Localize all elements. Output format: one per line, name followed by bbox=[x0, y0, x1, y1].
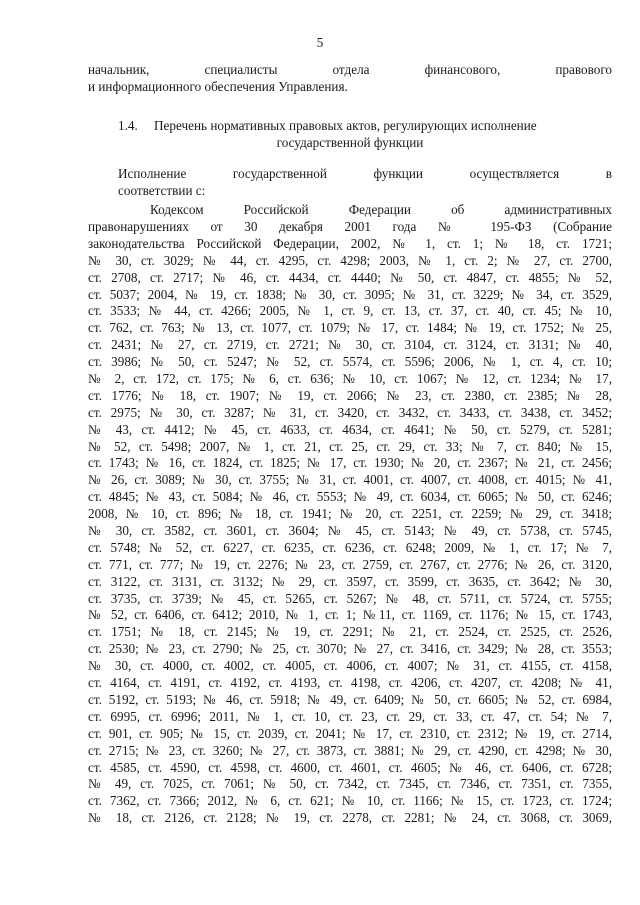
law-line: ст. 2530; № 23, ст. 2790; № 25, ст. 3070; № 27, ст. 3416, ст. 3429; № 28, ст. 3553; bbox=[88, 641, 612, 657]
law-line: 2008, № 10, ст. 896; № 18, ст. 1941; № 20, ст. 2251, ст. 2259; № 29, ст. 3418; bbox=[88, 506, 612, 522]
law-line: ст. 5748; № 52, ст. 6227, ст. 6235, ст. 6236, ст. 6248; 2009, № 1, ст. 17; № 7, bbox=[88, 539, 612, 555]
section-title-line-2: государственной функции bbox=[276, 135, 424, 150]
law-line: ст. 3986; № 50, ст. 5247; № 52, ст. 5574, ст. 5596; 2006, № 1, ст. 4, ст. 10; bbox=[88, 354, 612, 370]
law-line: № 52, ст. 6406, ст. 6412; 2010, № 1, ст. 1; №11, ст. 1169, ст. 1176; № 15, ст. 1743, bbox=[88, 607, 612, 623]
law-line: правонарушениях от 30 декабря 2001 года № 195-ФЗ (Собрание bbox=[88, 219, 612, 234]
law-line: № 52, ст. 5498; 2007, № 1, ст. 21, ст. 25, ст. 29, ст. 33; № 7, ст. 840; № 15, bbox=[88, 438, 612, 454]
law-line: № 43, ст. 4412; № 45, ст. 4633, ст. 4634, ст. 4641; № 50, ст. 5279, ст. 5281; bbox=[88, 421, 612, 437]
law-line: ст. 2715; № 23, ст. 3260; № 27, ст. 3873, ст. 3881; № 29, ст. 4290, ст. 4298; № 30, bbox=[88, 742, 612, 758]
law-line: ст. 2708, ст. 2717; № 46, ст. 4434, ст. 4440; № 50, ст. 4847, ст. 4855; № 52, bbox=[88, 269, 612, 285]
law-line: ст. 3533; № 44, ст. 4266; 2005, № 1, ст. 9, ст. 13, ст. 37, ст. 40, ст. 45; № 10, bbox=[88, 303, 612, 319]
law-line: ст. 771, ст. 777; № 19, ст. 2276; № 23, ст. 2759, ст. 2767, ст. 2776; № 26, ст. 3120, bbox=[88, 556, 612, 572]
law-line: № 30, ст. 3582, ст. 3601, ст. 3604; № 45, ст. 5143; № 49, ст. 5738, ст. 5745, bbox=[88, 523, 612, 539]
law-line: ст. 4164, ст. 4191, ст. 4192, ст. 4193, ст. 4198, ст. 4206, ст. 4207, ст. 4208; № 41, bbox=[88, 675, 612, 691]
law-line: ст. 762, ст. 763; № 13, ст. 1077, ст. 1079; № 17, ст. 1484; № 19, ст. 1752; № 25, bbox=[88, 320, 612, 336]
law-line: законодательства Российской Федерации, 2002, № 1, ст. 1; № 18, ст. 1721; bbox=[88, 235, 612, 251]
intro-line-2: соответствии с: bbox=[118, 183, 206, 198]
law-line: ст. 5037; 2004, № 19, ст. 1838; № 30, ст. 3095; № 31, ст. 3229; № 34, ст. 3529, bbox=[88, 286, 612, 302]
top-paragraph-line-1: начальник, специалисты отдела финансового, правового bbox=[88, 62, 612, 77]
law-line: ст. 5192, ст. 5193; № 46, ст. 5918; № 49, ст. 6409; № 50, ст. 6605; № 52, ст. 6984, bbox=[88, 691, 612, 707]
law-line: ст. 901, ст. 905; № 15, ст. 2039, ст. 2041; № 17, ст. 2310, ст. 2312; № 19, ст. 2714, bbox=[88, 725, 612, 741]
page-number: 5 bbox=[316, 35, 324, 50]
law-line: № 18, ст. 2126, ст. 2128; № 19, ст. 2278, ст. 2281; № 24, ст. 3068, ст. 3069, bbox=[88, 810, 612, 826]
law-line: № 2, ст. 172, ст. 175; № 6, ст. 636; № 10, ст. 1067; № 12, ст. 1234; № 17, bbox=[88, 371, 612, 387]
law-line: ст. 1751; № 18, ст. 2145; № 19, ст. 2291; № 21, ст. 2524, ст. 2525, ст. 2526, bbox=[88, 624, 612, 640]
law-line: № 30, ст. 3029; № 44, ст. 4295, ст. 4298; 2003, № 1, ст. 2; № 27, ст. 2700, bbox=[88, 252, 612, 268]
law-line: ст. 2431; № 27, ст. 2719, ст. 2721; № 30, ст. 3104, ст. 3124, ст. 3131; № 40, bbox=[88, 337, 612, 353]
section-heading bbox=[118, 118, 612, 135]
law-line: № 30, ст. 4000, ст. 4002, ст. 4005, ст. 4006, ст. 4007; № 31, ст. 4155, ст. 4158, bbox=[88, 658, 612, 674]
law-citation-paragraph bbox=[88, 219, 612, 827]
law-line: ст. 2975; № 30, ст. 3287; № 31, ст. 3420, ст. 3432, ст. 3433, ст. 3438, ст. 3452; bbox=[88, 404, 612, 420]
section-number: 1.4. bbox=[118, 118, 138, 133]
top-paragraph-line-2: и информационного обеспечения Управления. bbox=[88, 79, 348, 94]
section-title-line-1: Перечень нормативных правовых актов, регулирующих исполнение bbox=[154, 118, 537, 133]
law-line: ст. 4845; № 43, ст. 5084; № 46, ст. 5553; № 49, ст. 6034, ст. 6065; № 50, ст. 6246; bbox=[88, 489, 612, 505]
law-line: ст. 4585, ст. 4590, ст. 4598, ст. 4600, ст. 4601, ст. 4605; № 46, ст. 6406, ст. 6728; bbox=[88, 759, 612, 775]
law-line: ст. 1743; № 16, ст. 1824, ст. 1825; № 17, ст. 1930; № 20, ст. 2367; № 21, ст. 2456; bbox=[88, 455, 612, 471]
law-line: № 49, ст. 7025, ст. 7061; № 50, ст. 7342, ст. 7345, ст. 7346, ст. 7351, ст. 7355, bbox=[88, 776, 612, 792]
kodeks-first-line: Кодексом Российской Федерации об административных bbox=[150, 202, 612, 217]
law-line: ст. 6995, ст. 6996; 2011, № 1, ст. 10, ст. 23, ст. 29, ст. 33, ст. 47, ст. 54; № 7, bbox=[88, 708, 612, 724]
law-line: ст. 1776; № 18, ст. 1907; № 19, ст. 2066; № 23, ст. 2380, ст. 2385; № 28, bbox=[88, 387, 612, 403]
law-line: ст. 7362, ст. 7366; 2012, № 6, ст. 621; № 10, ст. 1166; № 15, ст. 1723, ст. 1724; bbox=[88, 793, 612, 809]
law-line: ст. 3735, ст. 3739; № 45, ст. 5265, ст. 5267; № 48, ст. 5711, ст. 5724, ст. 5755; bbox=[88, 590, 612, 606]
law-line: ст. 3122, ст. 3131, ст. 3132; № 29, ст. 3597, ст. 3599, ст. 3635, ст. 3642; № 30, bbox=[88, 573, 612, 589]
intro-line-1: Исполнение государственной функции осуществляется в bbox=[118, 166, 612, 181]
law-line: № 26, ст. 3089; № 30, ст. 3755; № 31, ст. 4001, ст. 4007, ст. 4008, ст. 4015; № 41, bbox=[88, 472, 612, 488]
